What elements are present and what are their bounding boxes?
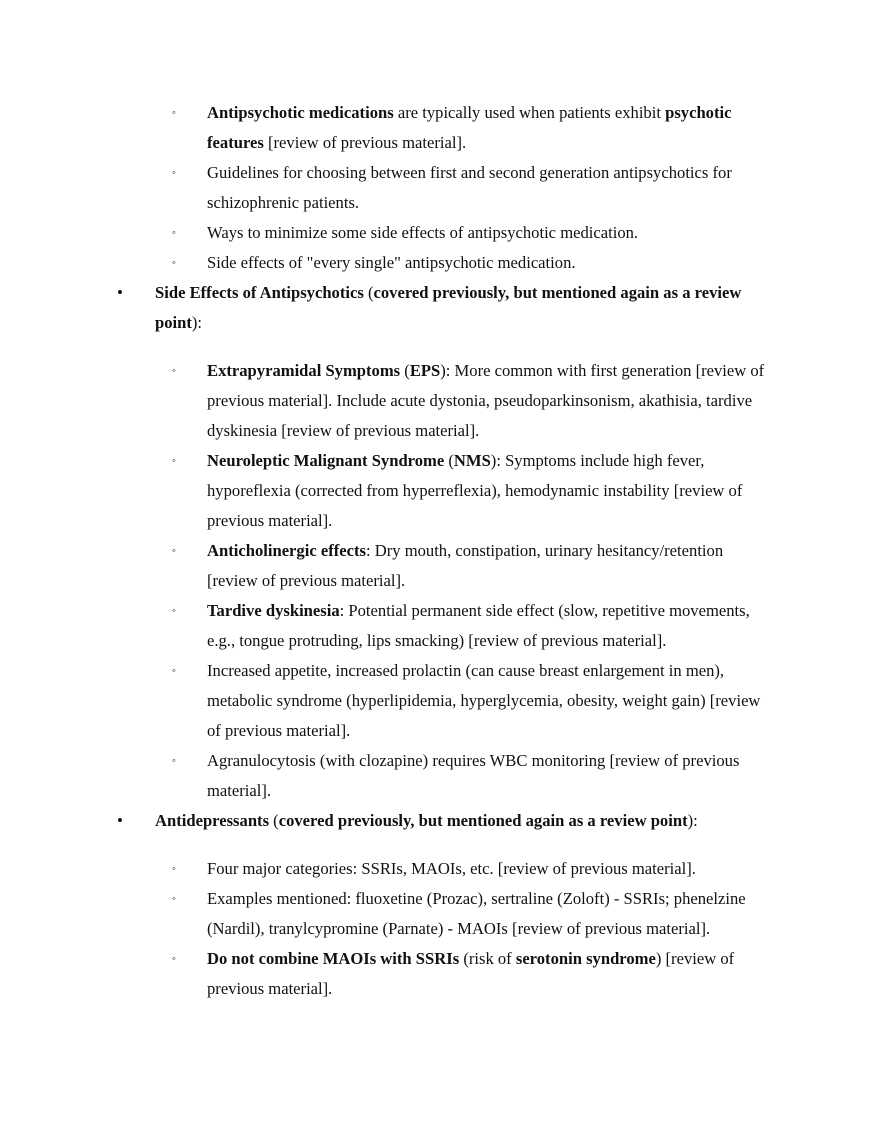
- sub-bullet-item: [172, 218, 777, 248]
- sub-bullet-item: [172, 854, 777, 884]
- sub-bullet-item: [172, 356, 777, 446]
- text: ):: [191, 313, 203, 332]
- sub-bullet-item: [172, 158, 777, 218]
- text: Guidelines for choosing between first and second generation antipsychotics for schizophrenic patients.: [207, 163, 732, 212]
- bold-text: Tardive dyskinesia: [207, 601, 340, 620]
- text: Examples mentioned: fluoxetine (Prozac), sertraline (Zoloft) - SSRIs; phenelzine (Nardil), tranylcypromine (Parnate) - MAOIs [review of previous material].: [207, 889, 746, 938]
- bold-text: covered previously, but mentioned again as a review point: [278, 811, 688, 830]
- hollow-bullet-icon: ◦: [172, 455, 176, 467]
- hollow-bullet-icon: ◦: [172, 257, 176, 269]
- text: (risk of: [459, 949, 516, 968]
- hollow-bullet-icon: ◦: [172, 605, 176, 617]
- document-body: [0, 98, 880, 1004]
- sub-bullet-item: [172, 248, 777, 278]
- sub-bullet-item: [172, 746, 777, 806]
- sub-bullet-item: [172, 596, 777, 656]
- hollow-bullet-icon: ◦: [172, 167, 176, 179]
- sub-bullet-item: [172, 536, 777, 596]
- text: : Dry mouth, constipation, urinary hesitancy/retention [review of previous material].: [207, 541, 724, 590]
- text: (: [363, 283, 374, 302]
- sub-bullet-item: [172, 944, 777, 1004]
- sub-bullet-item: [172, 98, 777, 158]
- bold-text: Anticholinergic effects: [207, 541, 366, 560]
- text: Four major categories: SSRIs, MAOIs, etc. [review of previous material].: [207, 859, 696, 878]
- bold-text: Antipsychotic medications: [207, 103, 394, 122]
- main-bullet-item: [117, 278, 773, 338]
- hollow-bullet-icon: ◦: [172, 953, 176, 965]
- text: Side effects of "every single" antipsychotic medication.: [207, 253, 576, 272]
- bold-text: Extrapyramidal Symptoms: [207, 361, 401, 380]
- bold-text: EPS: [409, 361, 441, 380]
- bold-text: Side Effects of Antipsychotics: [155, 283, 364, 302]
- text: Increased appetite, increased prolactin (can cause breast enlargement in men), metabolic syndrome (hyperlipidemia, hyperglycemia, obesity, weight gain) [review of previous material].: [207, 661, 761, 740]
- text: Agranulocytosis (with clozapine) requires WBC monitoring [review of previous material].: [207, 751, 740, 800]
- sub-bullet-item: [172, 656, 777, 746]
- bold-text: Antidepressants: [155, 811, 270, 830]
- bold-text: Neuroleptic Malignant Syndrome: [207, 451, 445, 470]
- text: ):: [687, 811, 698, 830]
- text: ): More common with first generation [review of previous material]. Include acute dystonia, pseudoparkinsonism, akathisia, tardive dyskinesia [review of previous material].: [207, 361, 765, 440]
- text: : Potential permanent side effect (slow, repetitive movements, e.g., tongue protruding, lips smacking) [review of previous material].: [207, 601, 750, 650]
- hollow-bullet-icon: ◦: [172, 545, 176, 557]
- hollow-bullet-icon: ◦: [172, 365, 176, 377]
- text: Ways to minimize some side effects of antipsychotic medication.: [207, 223, 639, 242]
- bold-text: covered previously, but mentioned again as a review point: [155, 283, 742, 332]
- hollow-bullet-icon: ◦: [172, 665, 176, 677]
- bullet-icon: •: [117, 811, 123, 830]
- text: (: [444, 451, 454, 470]
- bold-text: psychotic features: [207, 103, 732, 152]
- hollow-bullet-icon: ◦: [172, 107, 176, 119]
- sub-bullet-item: [172, 446, 777, 536]
- bold-text: Do not combine MAOIs with SSRIs: [207, 949, 460, 968]
- sub-bullet-item: [172, 884, 777, 944]
- bold-text: NMS: [453, 451, 491, 470]
- hollow-bullet-icon: ◦: [172, 755, 176, 767]
- hollow-bullet-icon: ◦: [172, 227, 176, 239]
- text: are typically used when patients exhibit: [393, 103, 666, 122]
- text: (: [269, 811, 279, 830]
- text: [review of previous material].: [263, 133, 467, 152]
- text: ): Symptoms include high fever, hyporeflexia (corrected from hyperreflexia), hemodynamic instability [review of previous material].: [207, 451, 743, 530]
- bold-text: serotonin syndrome: [515, 949, 656, 968]
- text: ) [review of previous material].: [207, 949, 735, 998]
- main-bullet-item: [117, 806, 773, 836]
- hollow-bullet-icon: ◦: [172, 893, 176, 905]
- hollow-bullet-icon: ◦: [172, 863, 176, 875]
- bullet-icon: •: [117, 283, 123, 302]
- text: (: [400, 361, 410, 380]
